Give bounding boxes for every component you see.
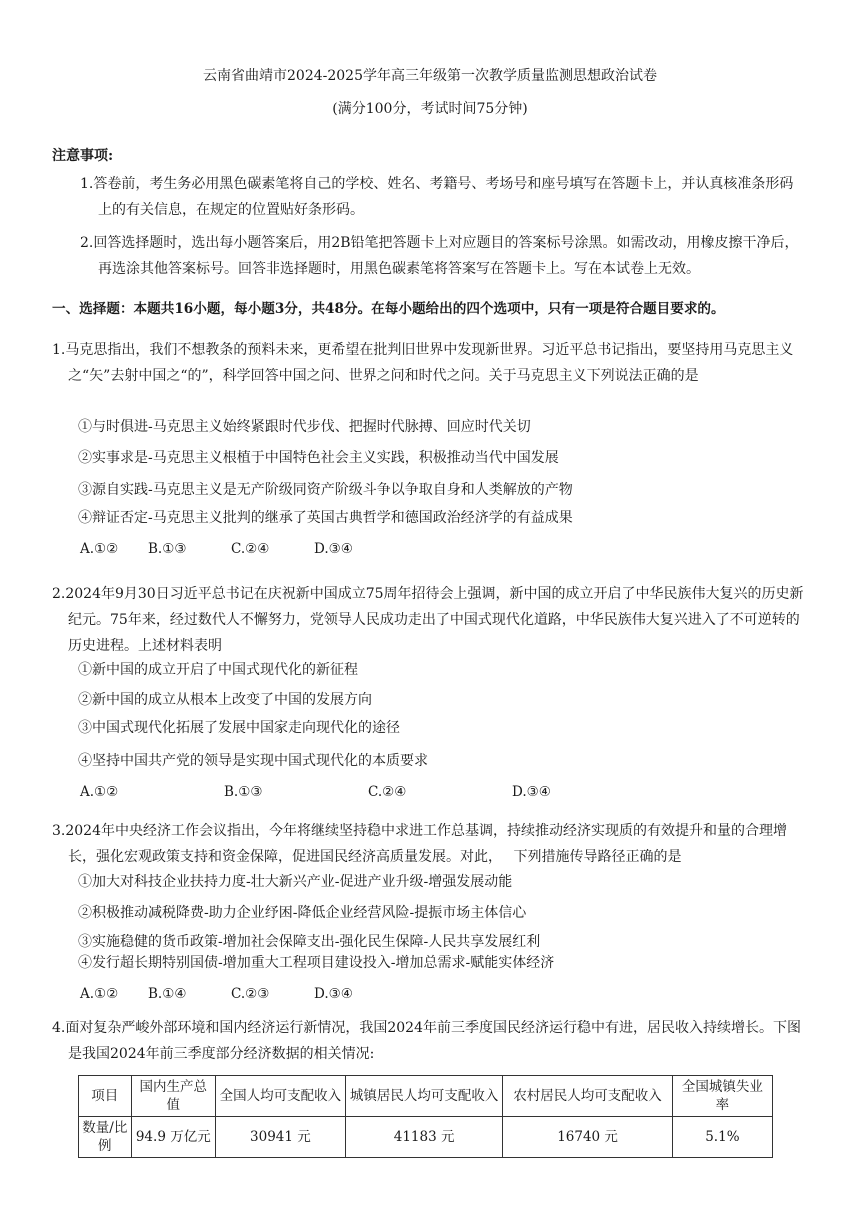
question-1 [52, 337, 812, 389]
question-2-option-2: ②新中国的成立从根本上改变了中国的发展方向 [78, 692, 372, 708]
table-cell: 5.1% [672, 1117, 772, 1158]
choice-b[interactable]: B.①④ [148, 986, 187, 1002]
question-3-option-2: ②积极推动减税降费-助力企业纾困-降低企业经营风险-提振市场主体信心 [78, 905, 527, 921]
choice-d[interactable]: D.③④ [512, 784, 551, 800]
notice-item-1 [80, 171, 800, 223]
table-cell: 城镇居民人均可支配收入 [345, 1076, 503, 1117]
question-1-option-4: ④辩证否定-马克思主义批判的继承了英国古典哲学和德国政治经济学的有益成果 [78, 510, 573, 526]
choice-d[interactable]: D.③④ [314, 541, 353, 557]
notice-item-2-text: 2.回答选择题时，选出每小题答案后，用2B铅笔把答题卡上对应题目的答案标号涂黑。如需改动，用橡皮擦干净后，再选涂其他答案标号。回答非选择题时，用黑色碳素笔将答案写在答题卡上。写在本试卷上无效。 [80, 235, 799, 277]
exam-subtitle: (满分100分，考试时间75分钟) [332, 101, 528, 117]
section-heading: 一、选择题：本题共16小题，每小题3分，共48分。在每小题给出的四个选项中，只有一项是符合题目要求的。 [52, 301, 725, 317]
question-4 [52, 1015, 812, 1067]
question-3 [52, 818, 812, 870]
table-cell: 国内生产总值 [131, 1076, 215, 1117]
table-row [79, 1076, 773, 1117]
choice-b[interactable]: B.①③ [148, 541, 187, 557]
question-2 [52, 581, 812, 659]
choice-a[interactable]: A.①② [80, 986, 119, 1002]
table-cell: 30941 元 [215, 1117, 345, 1158]
choice-a[interactable]: A.①② [80, 784, 119, 800]
exam-title: 云南省曲靖市2024-2025学年高三年级第一次教学质量监测思想政治试卷 [203, 68, 657, 84]
table-cell: 全国人均可支配收入 [215, 1076, 345, 1117]
question-1-option-3: ③源自实践-马克思主义是无产阶级同资产阶级斗争以争取自身和人类解放的产物 [78, 482, 573, 498]
question-3-option-3: ③实施稳健的货币政策-增加社会保障支出-强化民生保障-人民共享发展红利 [78, 934, 541, 950]
economic-data-table [78, 1075, 773, 1158]
choice-c[interactable]: C.②④ [231, 541, 270, 557]
question-3-choices [80, 986, 353, 1002]
question-1-choices [80, 541, 353, 557]
table-cell: 94.9 万亿元 [131, 1117, 215, 1158]
notice-item-1-text: 1.答卷前，考生务必用黑色碳素笔将自己的学校、姓名、考籍号、考场号和座号填写在答题卡上，并认真核准条形码上的有关信息，在规定的位置贴好条形码。 [80, 176, 794, 218]
table-cell: 16740 元 [503, 1117, 672, 1158]
question-2-option-4: ④坚持中国共产党的领导是实现中国式现代化的本质要求 [78, 753, 428, 769]
table-cell: 项目 [79, 1076, 132, 1117]
question-1-stem: 1.马克思指出，我们不想教条的预料未来，更希望在批判旧世界中发现新世界。习近平总书记指出，要坚持用马克思主义之“矢”去射中国之“的”，科学回答中国之问、世界之问和时代之问。关于马克思主义下列说法正确的是 [52, 342, 794, 384]
table-cell: 全国城镇失业率 [672, 1076, 772, 1117]
table-cell: 农村居民人均可支配收入 [503, 1076, 672, 1117]
question-1-option-2: ②实事求是-马克思主义根植于中国特色社会主义实践，积极推动当代中国发展 [78, 450, 559, 466]
table-row [79, 1117, 773, 1158]
choice-a[interactable]: A.①② [80, 541, 119, 557]
choice-d[interactable]: D.③④ [314, 986, 353, 1002]
question-3-option-4: ④发行超长期特别国债-增加重大工程项目建设投入-增加总需求-赋能实体经济 [78, 955, 555, 971]
question-2-option-1: ①新中国的成立开启了中国式现代化的新征程 [78, 662, 358, 678]
question-2-option-3: ③中国式现代化拓展了发展中国家走向现代化的途径 [78, 720, 400, 736]
question-3-stem: 3.2024年中央经济工作会议指出，今年将继续坚持稳中求进工作总基调，持续推动经济实现质的有效提升和量的合理增长，强化宏观政策支持和资金保障，促进国民经济高质量发展。对此， 下列措施传导路径正确的是 [52, 823, 787, 865]
question-1-option-1: ①与时俱进-马克思主义始终紧跟时代步伐、把握时代脉搏、回应时代关切 [78, 419, 531, 435]
choice-c[interactable]: C.②③ [231, 986, 270, 1002]
question-2-choices [80, 784, 551, 800]
notice-item-2 [80, 230, 800, 282]
question-3-option-1: ①加大对科技企业扶持力度-壮大新兴产业-促进产业升级-增强发展动能 [78, 874, 513, 890]
choice-c[interactable]: C.②④ [368, 784, 407, 800]
table-cell: 41183 元 [345, 1117, 503, 1158]
choice-b[interactable]: B.①③ [224, 784, 263, 800]
notice-heading: 注意事项: [52, 148, 114, 164]
question-2-stem: 2.2024年9月30日习近平总书记在庆祝新中国成立75周年招待会上强调，新中国的成立开启了中华民族伟大复兴的历史新纪元。75年来，经过数代人不懈努力，党领导人民成功走出了中国式现代化道路，中华民族伟大复兴进入了不可逆转的历史进程。上述材料表明 [52, 586, 804, 654]
question-4-stem: 4.面对复杂严峻外部环境和国内经济运行新情况，我国2024年前三季度国民经济运行稳中有进，居民收入持续增长。下图是我国2024年前三季度部分经济数据的相关情况: [52, 1020, 801, 1062]
table-cell: 数量/比例 [79, 1117, 132, 1158]
